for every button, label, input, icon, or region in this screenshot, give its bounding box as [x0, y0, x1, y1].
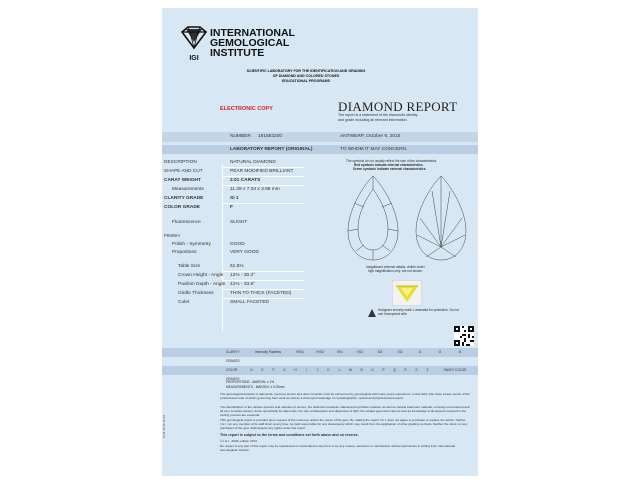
pear-crown-view — [348, 176, 398, 260]
color-grade: P — [382, 368, 385, 372]
igi-diamond-logo-icon — [180, 26, 208, 66]
crown-value: 12% - 30.3° — [230, 273, 256, 278]
clarity-grade: VVS2 — [315, 350, 325, 354]
clarity-grade: SI2 — [397, 350, 403, 354]
color-grade: E — [261, 368, 264, 372]
color-grade: O — [371, 368, 374, 372]
logo-text: IGI — [189, 55, 199, 62]
number-row — [162, 132, 478, 142]
tagline-2: OF DIAMOND AND COLORED STONES — [272, 74, 340, 78]
number-label: NUMBER — [230, 134, 251, 139]
to-whom-label: TO WHOM IT MAY CONCERN. — [340, 147, 408, 152]
color-grade: H — [294, 368, 297, 372]
culet-value: SMALL FACETED — [230, 300, 270, 305]
hologram-text: Hologram security mark. Laminated for protection. Do not use if tampered with. — [378, 308, 459, 316]
terms-line: This report is subject to the terms and conditions set forth above and on reverse. — [220, 433, 359, 437]
report-subtitle — [338, 113, 418, 123]
org-line-3: INSTITUTE — [210, 47, 265, 59]
clarity-grade: VVS1 — [295, 350, 305, 354]
proportions-label: Proportions — [172, 250, 197, 255]
measurements-value: 11.39 x 7.04 x 3.98 mm — [230, 187, 280, 192]
color-grade: I — [306, 368, 307, 372]
carat-value: 2.01 CARATS — [230, 178, 261, 183]
color-grade: R — [404, 368, 407, 372]
finish-label: FINISH — [164, 234, 180, 239]
clarity-grade: SI1 — [377, 350, 383, 354]
diamond-certificate — [162, 8, 478, 476]
plot-note-5: high magnification only, are not shown. — [367, 269, 423, 274]
shape-label: SHAPE AND CUT — [164, 169, 203, 174]
table-value: 61.5% — [230, 264, 244, 269]
plot-note-4: Insignificant external details, visible under — [366, 265, 425, 269]
clarity-grade: Internally Flawless — [254, 350, 282, 354]
hologram-seal-icon — [392, 280, 422, 306]
row-separator — [222, 289, 304, 290]
girdle-value: THIN TO THICK (FACETED) — [230, 291, 292, 296]
footer-paragraph-1: The gemological analysis of diamonds, precious stones and other minerals must be carried out by gemologists with many years experience. In this field, who have a keen sense of the professional code of ethics governing their work as well as a thorough knowledge of crystallographic, optical and physical phenomena. — [220, 392, 470, 400]
color-grade: K — [327, 368, 330, 372]
crown-label: Crown Height - Angle — [178, 273, 224, 278]
pear-pavilion-view — [416, 176, 466, 260]
proportion-margins — [226, 380, 284, 389]
color-grade: Z — [426, 368, 429, 372]
pavilion-label: Pavilion Depth - Angle — [178, 282, 226, 287]
carat-label: CARAT WEIGHT — [164, 178, 201, 183]
culet-label: Culet — [178, 300, 190, 305]
plot-note-2: Red symbols indicate internal characteristics. — [354, 163, 424, 168]
margin-line-2: MEASUREMENTS - MARGIN: ± 0.02mm — [226, 384, 285, 389]
clarity-grade: VS1 — [336, 350, 344, 354]
row-separator — [222, 167, 304, 168]
margin-line-1: PROPORTIONS - MARGIN: ± 1% — [226, 380, 275, 384]
measurements-label: Measurements — [172, 187, 204, 192]
fluorescence-value: SLIGHT — [230, 220, 248, 225]
plot-note-3: Green symbols indicate external characteristics. — [353, 167, 427, 172]
color-grade: FANCY COLOR — [443, 368, 467, 372]
org-name — [210, 28, 295, 58]
side-code: 1011 38 41 20 01 — [162, 414, 166, 438]
clarity-grade: I3 — [458, 350, 462, 354]
plot-footnote — [366, 265, 425, 273]
color-scale-label: COLOR GRADES — [226, 368, 240, 381]
row-separator — [222, 298, 304, 299]
row-separator — [222, 271, 304, 272]
row-separator — [222, 280, 304, 281]
number-value: 181583200 — [258, 134, 283, 139]
tagline-1: SCIENTIFIC LABORATORY FOR THE IDENTIFICATION AND GRADING — [246, 69, 366, 73]
color-grade: G — [283, 368, 286, 372]
color-grade: J — [316, 368, 319, 372]
row-separator — [222, 203, 304, 204]
clarity-grade: I2 — [438, 350, 442, 354]
org-line-1: INTERNATIONAL — [210, 27, 295, 39]
copyright: © I.G.I., 2000, edition 2013 — [220, 439, 258, 443]
plot-note-1: The symbols do not usually reflect the size of the characteristics. — [346, 159, 438, 163]
row-separator — [222, 176, 304, 177]
color-grade: N — [360, 368, 363, 372]
plot-notes — [346, 159, 437, 172]
girdle-label: Girdle Thickness — [178, 291, 214, 296]
report-title: DIAMOND REPORT — [338, 99, 458, 114]
color-label: COLOR GRADE — [164, 205, 200, 210]
report-subtitle-1: The report is a statement of the diamond's identity — [338, 113, 418, 117]
color-value: F — [230, 205, 233, 210]
lab-report-label: LABORATORY REPORT (ORIGINAL) — [230, 147, 313, 152]
lab-report-bar — [162, 145, 478, 154]
details-divider — [222, 164, 223, 331]
electronic-copy-label: ELECTRONIC COPY — [220, 106, 273, 112]
warning-icon — [368, 309, 376, 317]
row-separator — [222, 185, 304, 186]
footer-paragraph-2: The identification of the various species and varieties of stones, the distinction between natural and synthetic material, as well as natural treatment material, currently encountered and all very sensitive factors, those specifically for diamonds, the size of absorption and dispersion of light, the related geometric ratio as well as knowledge of all aspects involved in the cutting process are essential. — [220, 405, 470, 417]
disclaimer: No copies of any part of this report may be reproduced or transmitted in any form or by any means, electronic or mechanical, without permission in writing from International Gemological Institute. — [220, 444, 455, 452]
pavilion-value: 41% - 33.9° — [230, 282, 256, 287]
color-grade: F — [272, 368, 275, 372]
qr-code-icon — [454, 326, 474, 346]
clarity-value: SI 1 — [230, 196, 239, 201]
clarity-scale-label: CLARITY GRADES — [226, 350, 240, 363]
report-subtitle-2: and grade including all relevant information. — [338, 118, 408, 122]
description-value: NATURAL DIAMOND — [230, 160, 276, 165]
proportions-value: VERY GOOD — [230, 250, 259, 255]
clarity-scale-bar — [162, 348, 478, 363]
footer-paragraph-3: This gemological report is provided upon request of the customer and/or the owner of the gem. By making the report I.G.I. does not agree to purchase or replace the article. Neither I.G.I. nor any member of its staff shall, at any time, be held responsible for any discrepancy which may result from the application of other grading methods. Neither the client nor any purchaser of the gem shall acquire any rights under this report. — [220, 418, 468, 430]
clarity-grade: VS2 — [356, 350, 364, 354]
color-grade: S — [415, 368, 418, 372]
org-line-2: GEMOLOGICAL — [210, 37, 290, 49]
pear-plot-diagram — [340, 173, 474, 263]
clarity-grade: I1 — [418, 350, 422, 354]
shape-value: PEAR MODIFIED BRILLIANT — [230, 169, 294, 174]
color-grade: D — [250, 368, 253, 372]
color-grade: M — [349, 368, 352, 372]
polish-label: Polish - Symmetry — [172, 242, 211, 247]
tagline-3: EDUCATIONAL PROGRAMS — [282, 79, 330, 83]
fluorescence-label: Fluorescence — [172, 220, 201, 225]
description-label: DESCRIPTION — [164, 160, 197, 165]
clarity-label: CLARITY GRADE — [164, 196, 204, 201]
polish-value: GOOD — [230, 242, 245, 247]
color-grade: Q — [393, 368, 396, 372]
color-scale-bar — [162, 366, 478, 381]
tagline — [166, 69, 446, 84]
color-grade: L — [338, 368, 341, 372]
table-label: Table Size — [178, 264, 201, 269]
location-date: ANTWERP, October 9, 2015 — [340, 134, 401, 139]
